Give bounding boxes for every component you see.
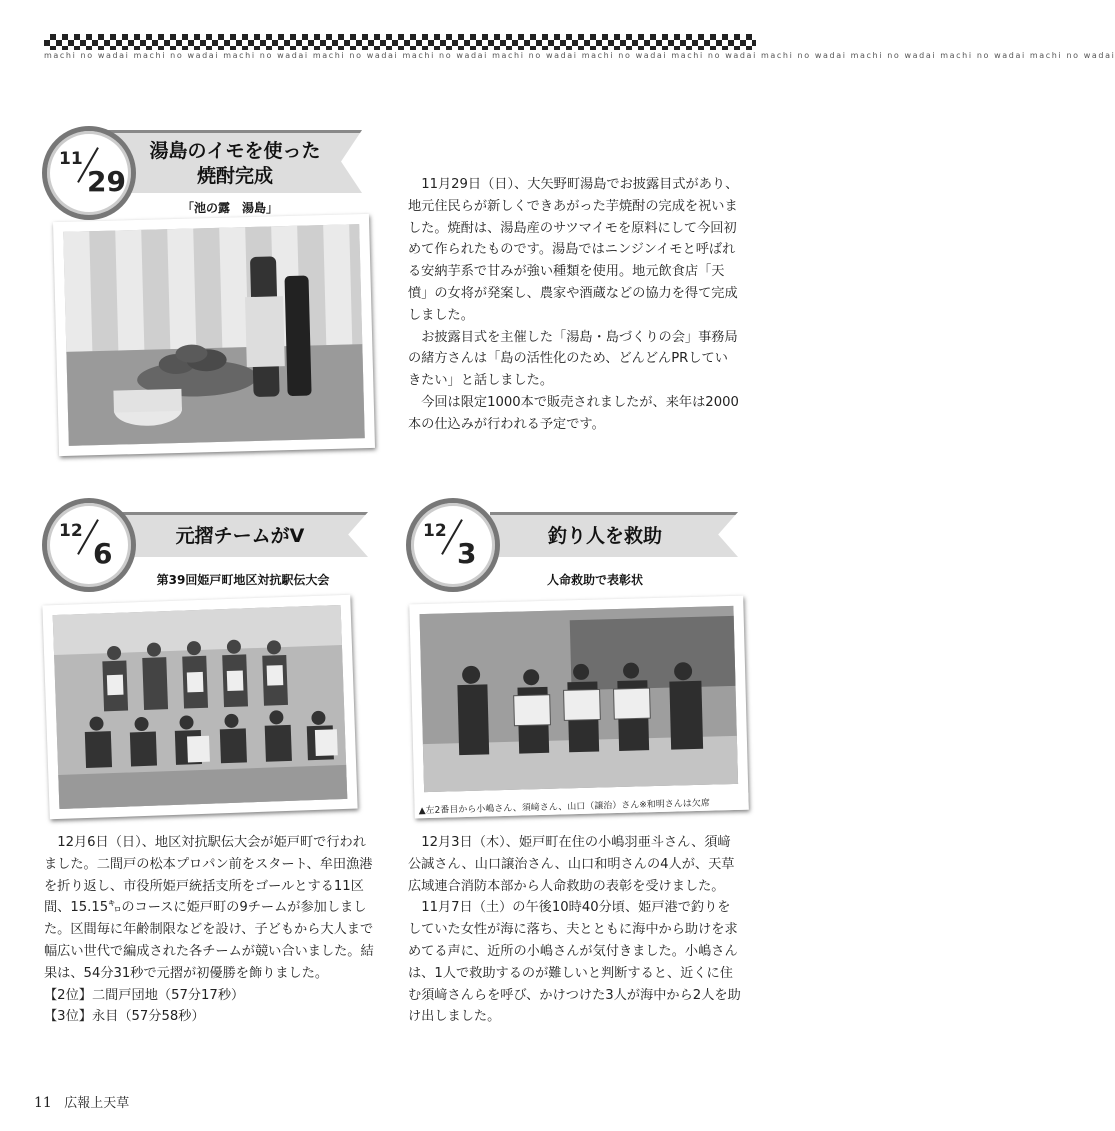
shochu-photo-illustration [63,224,365,446]
article2-month: 12 [59,521,83,541]
ekiden-team-photo-illustration [53,605,348,809]
page-footer [34,1092,129,1111]
article2-day: 6 [93,537,113,570]
article2-date-badge [42,498,136,592]
article3-body [408,832,742,1028]
article3-date-badge [406,498,500,592]
article2-body [44,832,378,1028]
header-band-text: machi no wadai machi no wadai machi no wadai machi no wadai machi no wadai machi no wadai machi no wadai machi no wadai machi no wadai machi no wadai machi no wadai machi no wadai [44,51,1115,60]
article1-date-badge [42,126,136,220]
article2-paragraph: 12月6日（日）、地区対抗駅伝大会が姫戸町で行われました。二間戸の松本プロパン前をスタート、牟田漁港を折り返し、市役所姫戸統括支所をゴールとする11区間、15.15㌔のコースに姫戸町の9チームが参加しました。区間毎に年齢制限などを設け、子どもから大人まで幅広い世代で編成された各チームが競い合いました。結果は、54分31秒で元摺が初優勝を飾りました。 [44,835,374,981]
article3-paragraph: 12月3日（木）、姫戸町在住の小嶋羽亜斗さん、須﨑公誠さん、山口譲治さん、山口和明さんの4人が、天草広域連合消防本部から人命救助の表彰を受けました。 [408,835,735,894]
article3-subtitle: 人命救助で表彰状 [546,573,643,587]
header-checker-band [44,34,756,50]
article1-paragraph: 11月29日（日）、大矢野町湯島でお披露目式があり、地元住民らが新しくできあがった芋焼酎の完成を祝いました。焼酎は、湯島産のサツマイモを原料にして今回初めて作られたものです。湯島ではニンジンイモと呼ばれる安納芋系で甘みが強い種類を使用。地元飲食店「天憤」の女将が発案し、農家や酒蔵などの協力を得て完成しました。 [408,177,739,323]
article3-day: 3 [457,537,477,570]
article1-body [408,174,740,436]
article3-paragraph: 11月7日（土）の午後10時40分頃、姫戸港で釣りをしていた女性が海に落ち、夫とともに海中から助けを求めてる声に、近所の小嶋さんが気付きました。小嶋さんは、1人で救助するのが難しいと判断すると、近くに住む須﨑さんらを呼び、かけつけた3人が海中から2人を助け出しました。 [408,900,741,1025]
article2-subtitle: 第39回姫戸町地区対抗駅伝大会 [156,573,330,587]
article1-paragraph: お披露目式を主催した「湯島・島づくりの会」事務局の緒方さんは「島の活性化のため、どんどんPRしていきたい」と話しました。 [408,329,738,389]
award-ceremony-photo-illustration [420,606,739,792]
article1-month: 11 [59,149,83,169]
article2-result-3rd: 【3位】永目（57分58秒） [44,1009,205,1025]
article3-photo-caption: ▲左2番目から小嶋さん、須﨑さん、山口（譲治）さん※和明さんは欠席 [414,793,748,819]
article3-month: 12 [423,521,447,541]
article1-paragraph: 今回は限定1000本で販売されましたが、来年は2000本の仕込みが行われる予定です。 [408,394,739,432]
article3-title: 釣り人を救助 [547,525,662,547]
article1-photo-caption: 「池の露 湯島」 [181,201,278,215]
article2-title: 元摺チームがV [175,525,305,547]
article1-day: 29 [87,165,126,198]
article2-photo [42,595,357,820]
publication-name: 広報上天草 [64,1096,130,1111]
article3-photo [409,596,748,819]
article2-result-2nd: 【2位】二間戸団地（57分17秒） [44,987,245,1003]
article1-title-line2: 焼酎完成 [196,165,273,187]
article1-photo [53,214,375,456]
page-number: 11 [34,1095,52,1111]
article1-title-line1: 湯島のイモを使った [149,140,321,162]
